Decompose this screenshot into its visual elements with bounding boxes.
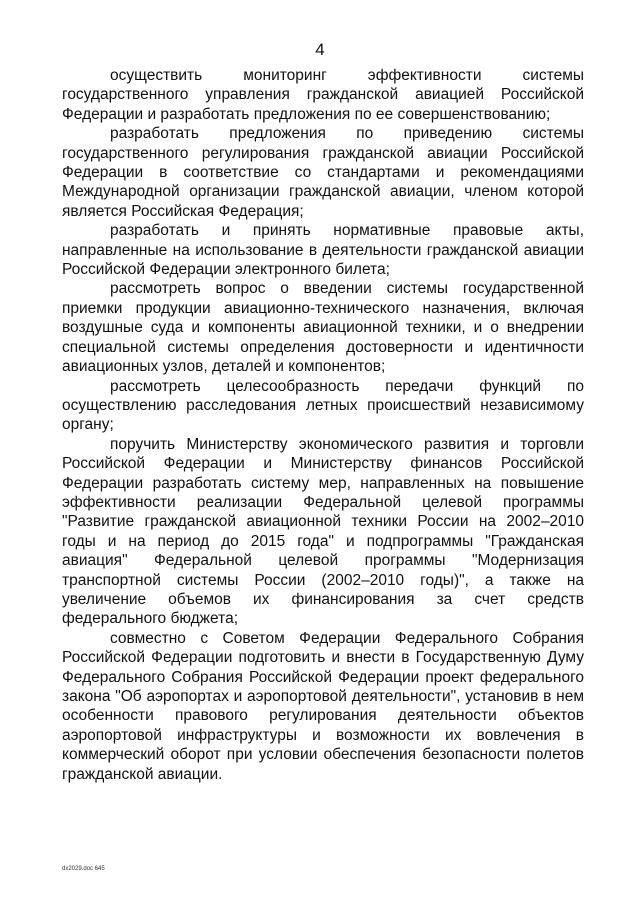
paragraph-accident-investigation: рассмотреть целесообразность передачи функций по осуществлению расследования летных происшествий независимому органу; [62,377,584,434]
paragraph-electronic-ticket: разработать и принять нормативные правовые акты, направленные на использование в деятельности гражданской авиации Российской Федерации электронного билета; [62,222,584,279]
paragraph-icao-standards: разработать предложения по приведению системы государственного регулирования гражданской авиации Российской Федерации в соответствие со стандартами и рекомендациями Международной организации гражданской авиации, членом которой является Российская Федерация; [62,125,584,220]
page-number: 4 [315,40,325,59]
document-body [62,66,584,784]
paragraph-monitoring: осуществить мониторинг эффективности системы государственного управления гражданской авиацией Российской Федерации и разработать предложения по ее совершенствованию; [62,67,584,123]
paragraph-ministries-instruction: поручить Министерству экономического развития и торговли Российской Федерации и Министерству финансов Российской Федерации разработать систему мер, направленных на повышение эффективности реализации Федеральной целевой программы "Развитие гражданской авиационной техники России на 2002–2010 годы и на период до 2015 года" и подпрограммы "Гражданская авиация" Федеральной целевой программы "Модернизация транспортной системы России (2002–2010 годы)", а также на увеличение объемов их финансирования за счет средств федерального бюджета; [62,435,584,628]
footer-file-reference: dx2029.doc 645 [62,866,105,872]
paragraph-state-acceptance: рассмотреть вопрос о введении системы государственной приемки продукции авиационно-технического назначения, включая воздушные суда и компоненты авиационной техники, и о внедрении специальной системы определения достоверности и идентичности авиационных узлов, деталей и компонентов; [62,280,584,376]
paragraph-airports-law: совместно с Советом Федерации Федерального Собрания Российской Федерации подготовить и внести в Государственную Думу Федерального Собрания Российской Федерации проект федерального закона "Об аэропортах и аэропортовой деятельности", установив в нем особенности правового регулирования деятельности объектов аэропортовой инфраструктуры и возможности их вовлечения в коммерческий оборот при условии обеспечения безопасности полетов гражданской авиации. [62,629,584,783]
